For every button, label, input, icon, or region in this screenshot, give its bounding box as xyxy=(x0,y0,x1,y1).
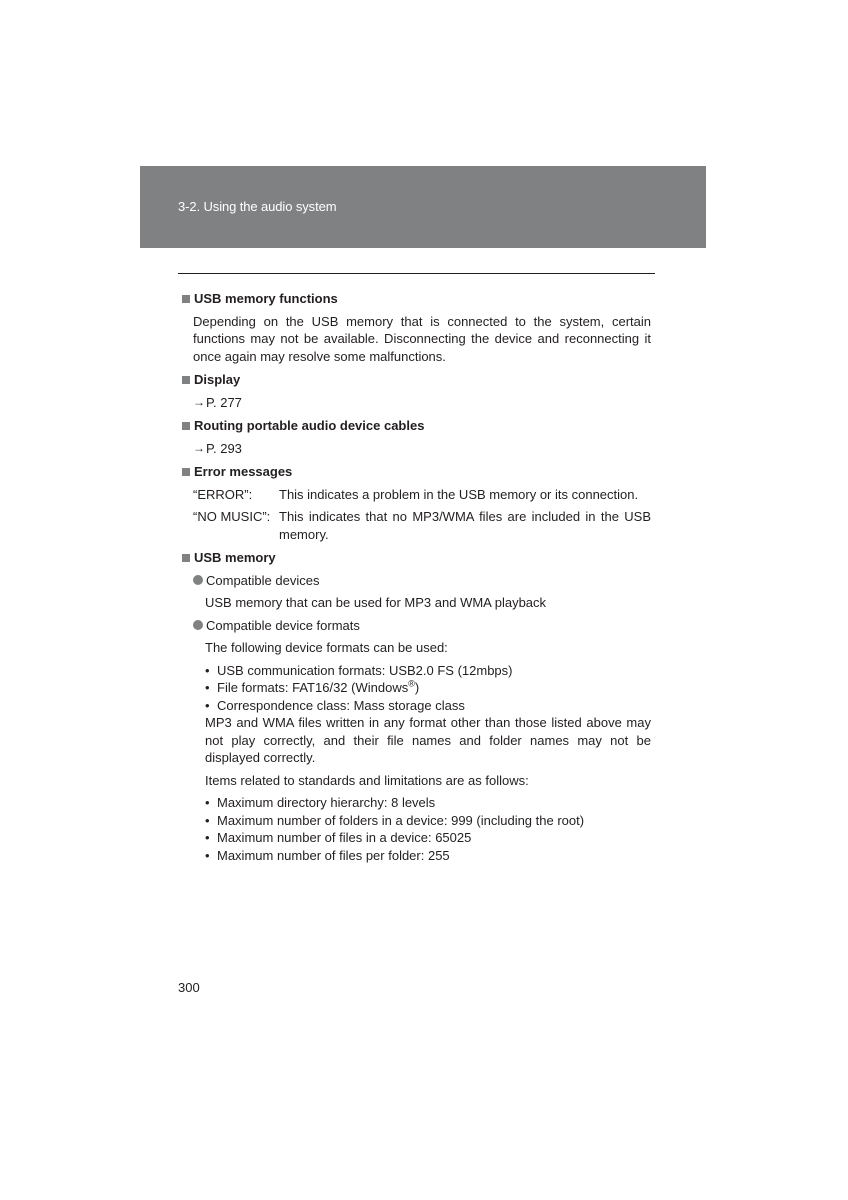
list-item-text: Maximum number of folders in a device: 999 (including the root) xyxy=(217,812,585,828)
arrow-right-icon: → xyxy=(193,440,205,455)
error-term: “NO MUSIC”: xyxy=(193,509,271,524)
bullet-icon: • xyxy=(205,680,210,695)
list-item xyxy=(181,662,651,680)
bullet-icon: • xyxy=(205,830,210,845)
list-item-text: USB communication formats: USB2.0 FS (12mbps) xyxy=(217,662,513,678)
subheading-compatible-devices xyxy=(181,572,651,590)
page-reference: P. 293 xyxy=(206,440,242,456)
error-term: “ERROR”: xyxy=(193,486,253,502)
error-message-row xyxy=(181,508,651,543)
list-item-text: Correspondence class: Mass storage class xyxy=(217,697,465,713)
compatible-devices-text: USB memory that can be used for MP3 and WMA playback xyxy=(205,595,547,610)
list-item xyxy=(181,812,651,830)
subheading-text: Compatible device formats xyxy=(206,617,360,633)
list-item-text: Maximum number of files per folder: 255 xyxy=(217,847,450,863)
usb-functions-text: Depending on the USB memory that is connected to the system, certain functions may not be available. Disconnecting the device and reconnecting it once again may resolve some malfunctions. xyxy=(193,313,651,364)
display-page-reference xyxy=(181,394,651,412)
square-bullet-icon xyxy=(182,295,190,303)
format-list xyxy=(181,662,651,715)
bullet-icon: • xyxy=(205,662,210,678)
list-item xyxy=(181,697,651,715)
page-content xyxy=(181,290,651,864)
page-number: 300 xyxy=(178,980,200,995)
bullet-icon: • xyxy=(205,795,210,810)
circle-bullet-icon xyxy=(193,620,203,630)
heading-usb-memory xyxy=(181,549,651,567)
page-reference: P. 277 xyxy=(206,394,242,410)
file-formats-text: File formats: FAT16/32 (Windows xyxy=(217,680,409,695)
list-item xyxy=(181,847,651,865)
formats-note: MP3 and WMA files written in any format other than those listed above may not play correctly, and their file names and folder names may not be displayed correctly. xyxy=(205,715,651,765)
list-item xyxy=(181,679,651,697)
heading-usb-memory-functions xyxy=(181,290,651,308)
heading-error-messages xyxy=(181,463,651,481)
subheading-text: Compatible devices xyxy=(206,572,320,588)
section-header-band xyxy=(140,166,706,248)
square-bullet-icon xyxy=(182,422,190,430)
list-item-text: Maximum directory hierarchy: 8 levels xyxy=(217,795,436,810)
bullet-icon: • xyxy=(205,812,210,828)
heading-text: Error messages xyxy=(194,464,293,479)
heading-text: USB memory functions xyxy=(194,291,338,306)
square-bullet-icon xyxy=(182,376,190,384)
error-description: This indicates a problem in the USB memory or its connection. xyxy=(279,486,639,502)
list-item xyxy=(181,829,651,847)
formats-intro: The following device formats can be used: xyxy=(205,640,448,655)
list-item-text: Maximum number of files in a device: 65025 xyxy=(217,830,472,845)
square-bullet-icon xyxy=(182,468,190,476)
section-title: 3-2. Using the audio system xyxy=(178,199,337,214)
subheading-compatible-formats xyxy=(181,617,651,635)
heading-text: Routing portable audio device cables xyxy=(194,418,425,433)
routing-page-reference xyxy=(181,440,651,458)
list-item xyxy=(181,794,651,812)
heading-text: Display xyxy=(194,372,241,387)
divider xyxy=(178,273,655,274)
list-item-text xyxy=(217,679,419,697)
circle-bullet-icon xyxy=(193,575,203,585)
heading-display xyxy=(181,371,651,389)
error-message-row xyxy=(181,486,651,504)
arrow-right-icon: → xyxy=(193,394,205,409)
limits-list xyxy=(181,794,651,864)
bullet-icon: • xyxy=(205,697,210,713)
heading-text: USB memory xyxy=(194,550,276,565)
error-description: This indicates that no MP3/WMA files are included in the USB memory. xyxy=(279,509,651,542)
limits-intro: Items related to standards and limitations are as follows: xyxy=(205,772,529,788)
bullet-icon: • xyxy=(205,847,210,863)
registered-mark: ® xyxy=(408,678,415,689)
heading-routing-cables xyxy=(181,417,651,435)
square-bullet-icon xyxy=(182,554,190,562)
close-paren: ) xyxy=(414,680,420,695)
